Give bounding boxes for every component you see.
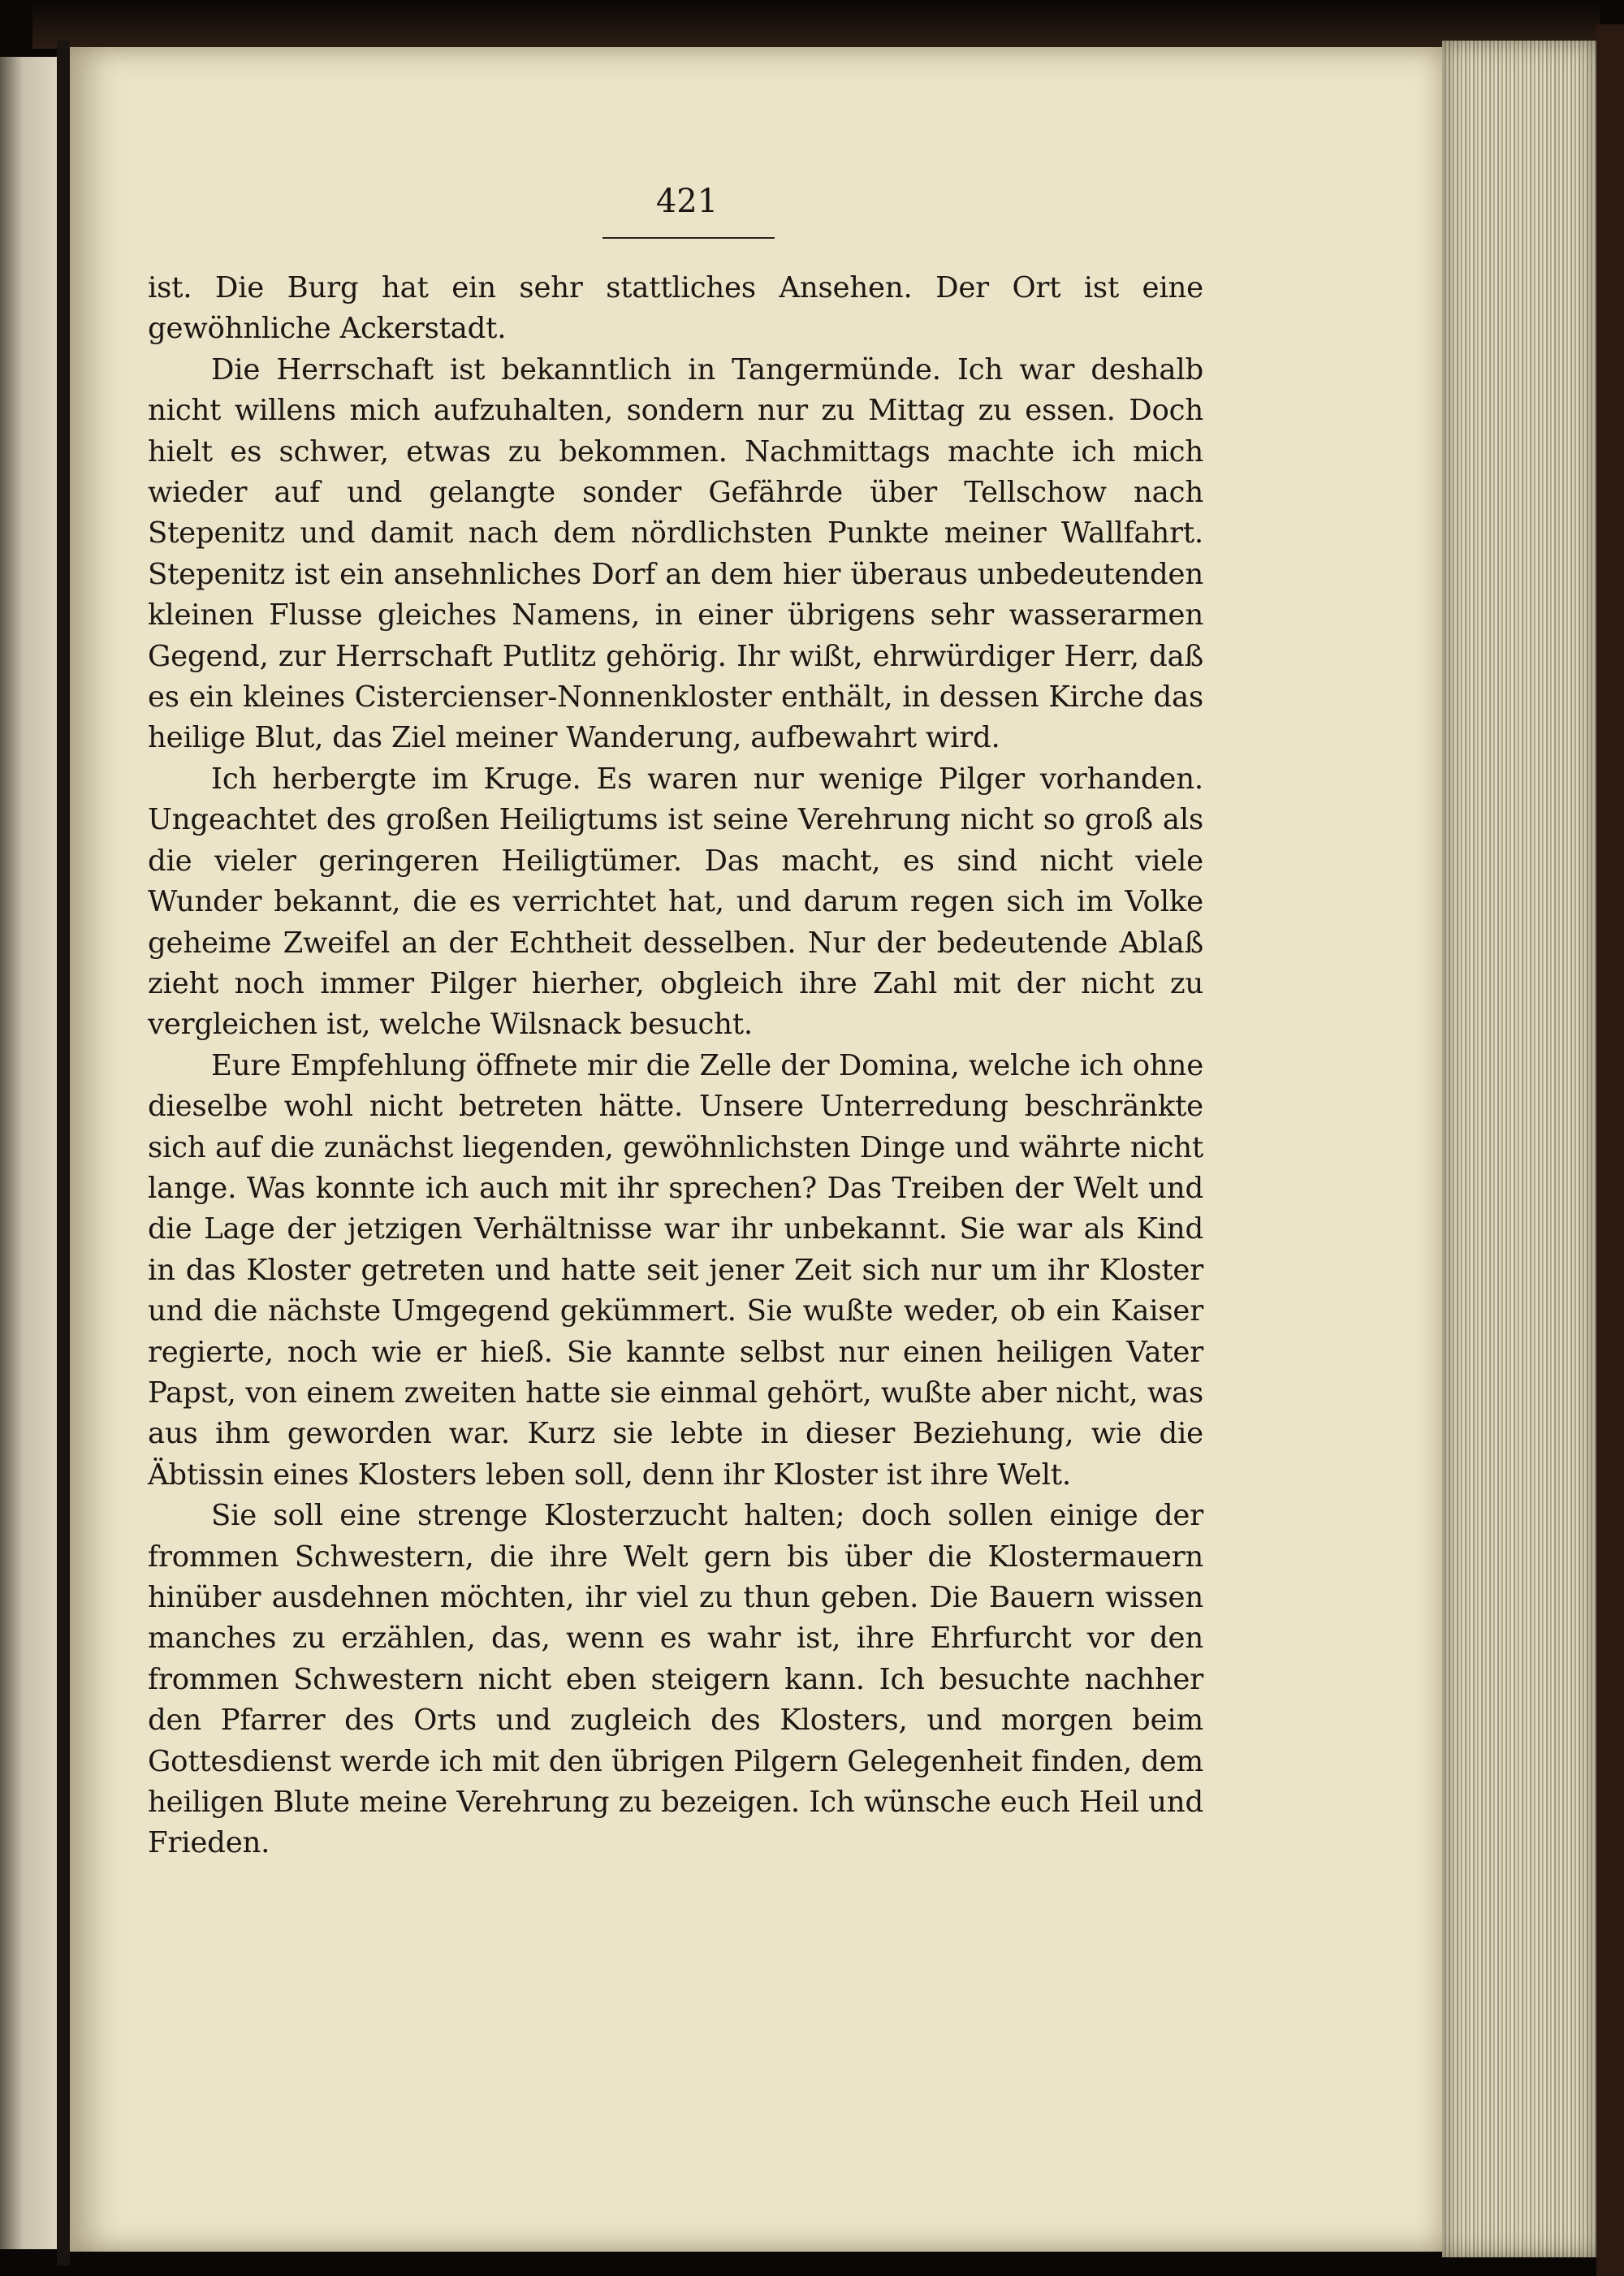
page-edges-stack — [1442, 41, 1596, 2257]
paragraph: Die Herrschaft ist bekanntlich in Tangermünde. Ich war deshalb nicht willens mich aufzuhalten, sondern nur zu Mittag zu essen. Doch hielt es schwer, etwas zu bekommen. Nachmittags machte ich mich wieder auf und gelangte sonder Gefährde über Tellschow nach Stepenitz und damit nach dem nördlichsten Punkte meiner Wallfahrt. Stepenitz ist ein ansehnliches Dorf an dem hier überaus unbedeutenden kleinen Flusse gleiches Namens, in einer übrigens sehr wasserarmen Gegend, zur Herrschaft Putlitz gehörig. Ihr wißt, ehrwürdiger Herr, daß es ein kleines Cistercienser-Nonnenkloster enthält, in dessen Kirche das heilige Blut, das Ziel meiner Wanderung, aufbewahrt wird. — [148, 352, 1203, 755]
paragraph: Sie soll eine strenge Klosterzucht halten; doch sollen einige der frommen Schwestern, die ihre Welt gern bis über die Klostermauern hinüber ausdehnen möchten, ihr viel zu thun geben. Die Bauern wissen manches zu erzählen, das, wenn es wahr ist, ihre Ehrfurcht vor den frommen Schwestern nicht eben steigern kann. Ich besuchte nachher den Pfarrer des Orts und zugleich des Klosters, und morgen beim Gottesdienst werde ich mit den übrigen Pilgern Gelegenheit finden, dem heiligen Blute meine Verehrung zu bezeigen. Ich wünsche euch Heil und Frieden. — [148, 1499, 1203, 1860]
paragraph: Ich herbergte im Kruge. Es waren nur wenige Pilger vorhanden. Ungeachtet des großen Heiligtums ist seine Verehrung nicht so groß als die vieler geringeren Heiligtümer. Das macht, es sind nicht viele Wunder bekannt, die es verrichtet hat, und darum regen sich im Volke geheime Zweifel an der Echtheit desselben. Nur der bedeutende Ablaß zieht noch immer Pilger hierher, obgleich ihre Zahl mit der nicht zu vergleichen ist, welche Wilsnack besucht. — [148, 762, 1203, 1042]
book-gutter — [57, 41, 70, 2265]
previous-page-edge — [0, 57, 57, 2249]
page-number: 421 — [655, 183, 719, 220]
paragraph: Eure Empfehlung öffnete mir die Zelle der Domina, welche ich ohne dieselbe wohl nicht betreten hätte. Unsere Unterredung beschränkte sich auf die zunächst liegenden, gewöhnlichsten Dinge und währte nicht lange. Was konnte ich auch mit ihr sprechen? Das Treiben der Welt und die Lage der jetzigen Verhältnisse war ihr unbekannt. Sie war als Kind in das Kloster getreten und hatte seit jener Zeit sich nur um ihr Kloster und die nächste Umgegend gekümmert. Sie wußte weder, ob ein Kaiser regierte, noch wie er hieß. Sie kannte selbst nur einen heiligen Vater Papst, von einem zweiten hatte sie einmal gehört, wußte aber nicht, was aus ihm geworden war. Kurz sie lebte in dieser Beziehung, wie die Äbtissin eines Klosters leben soll, denn ihr Kloster ist ihre Welt. — [148, 1048, 1203, 1492]
paragraph: ist. Die Burg hat ein sehr stattliches Ansehen. Der Ort ist eine gewöhnliche Ackerstadt. — [148, 271, 1203, 346]
header-rule — [603, 237, 775, 239]
book-cover-edge — [1596, 24, 1624, 2276]
body-text — [148, 268, 1203, 1864]
book-binding-top — [32, 0, 1600, 49]
